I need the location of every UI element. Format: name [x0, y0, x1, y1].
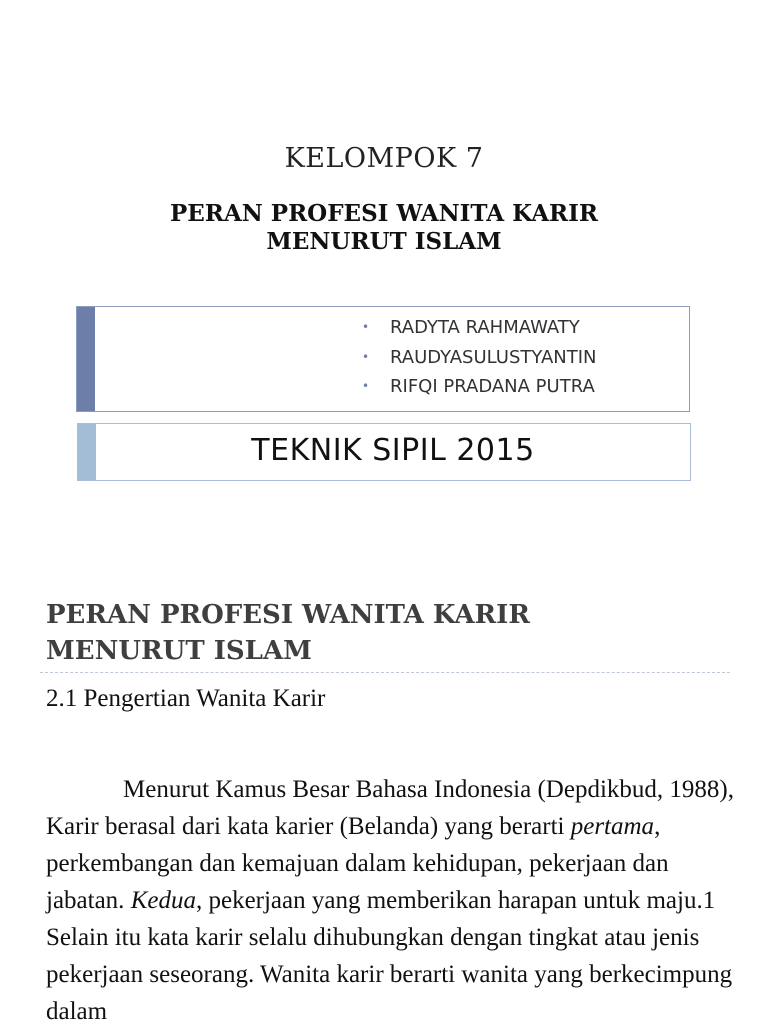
title-divider	[40, 672, 730, 673]
member-name: RADYTA RAHMAWATY	[390, 317, 580, 338]
bullet-icon: •	[362, 349, 370, 364]
member-name: RAUDYASULUSTYANTIN	[390, 346, 597, 368]
slide-title-line-1: PERAN PROFESI WANITA KARIR	[169, 200, 599, 227]
bullet-icon: •	[362, 320, 370, 334]
body-text-2: , perkembangan dan kemajuan dalam kehidupan, pekerjaan dan jabatan.	[46, 813, 669, 914]
body-text-3: , pekerjaan yang memberikan harapan untuk maju.1 Selain itu kata karir selalu dihubungkan dengan tingkat atau jenis pekerjaan seseorang. Wanita karir berarti wanita yang berkecimpung dalam	[46, 887, 733, 1025]
program-box	[77, 423, 691, 481]
members-box	[76, 306, 690, 412]
body-paragraph	[46, 771, 736, 1030]
members-accent-bar	[77, 307, 95, 411]
slide-title-line-2: MENURUT ISLAM	[266, 228, 502, 255]
members-list	[362, 313, 597, 402]
content-title-line-1: PERAN PROFESI WANITA KARIR	[46, 600, 530, 630]
content-slide	[0, 545, 768, 1024]
bullet-icon: •	[362, 379, 370, 393]
group-label: KELOMPOK 7	[284, 143, 484, 174]
program-label: TEKNIK SIPIL 2015	[251, 433, 535, 468]
slide-title	[0, 200, 768, 256]
member-name: RIFQI PRADANA PUTRA	[390, 376, 595, 397]
body-text-1: Menurut Kamus Besar Bahasa Indonesia (Depdikbud, 1988), Karir berasal dari kata karier (Belanda) yang berarti	[46, 776, 734, 840]
member-item	[362, 313, 597, 343]
section-heading: 2.1 Pengertian Wanita Karir	[46, 685, 326, 712]
program-accent-bar	[78, 424, 96, 480]
content-title-line-2: MENURUT ISLAM	[46, 636, 312, 666]
member-item	[362, 372, 597, 402]
body-emphasis-1: pertama	[570, 813, 655, 840]
body-emphasis-2: Kedua	[130, 887, 196, 914]
content-title	[46, 597, 736, 669]
member-item	[362, 343, 597, 373]
